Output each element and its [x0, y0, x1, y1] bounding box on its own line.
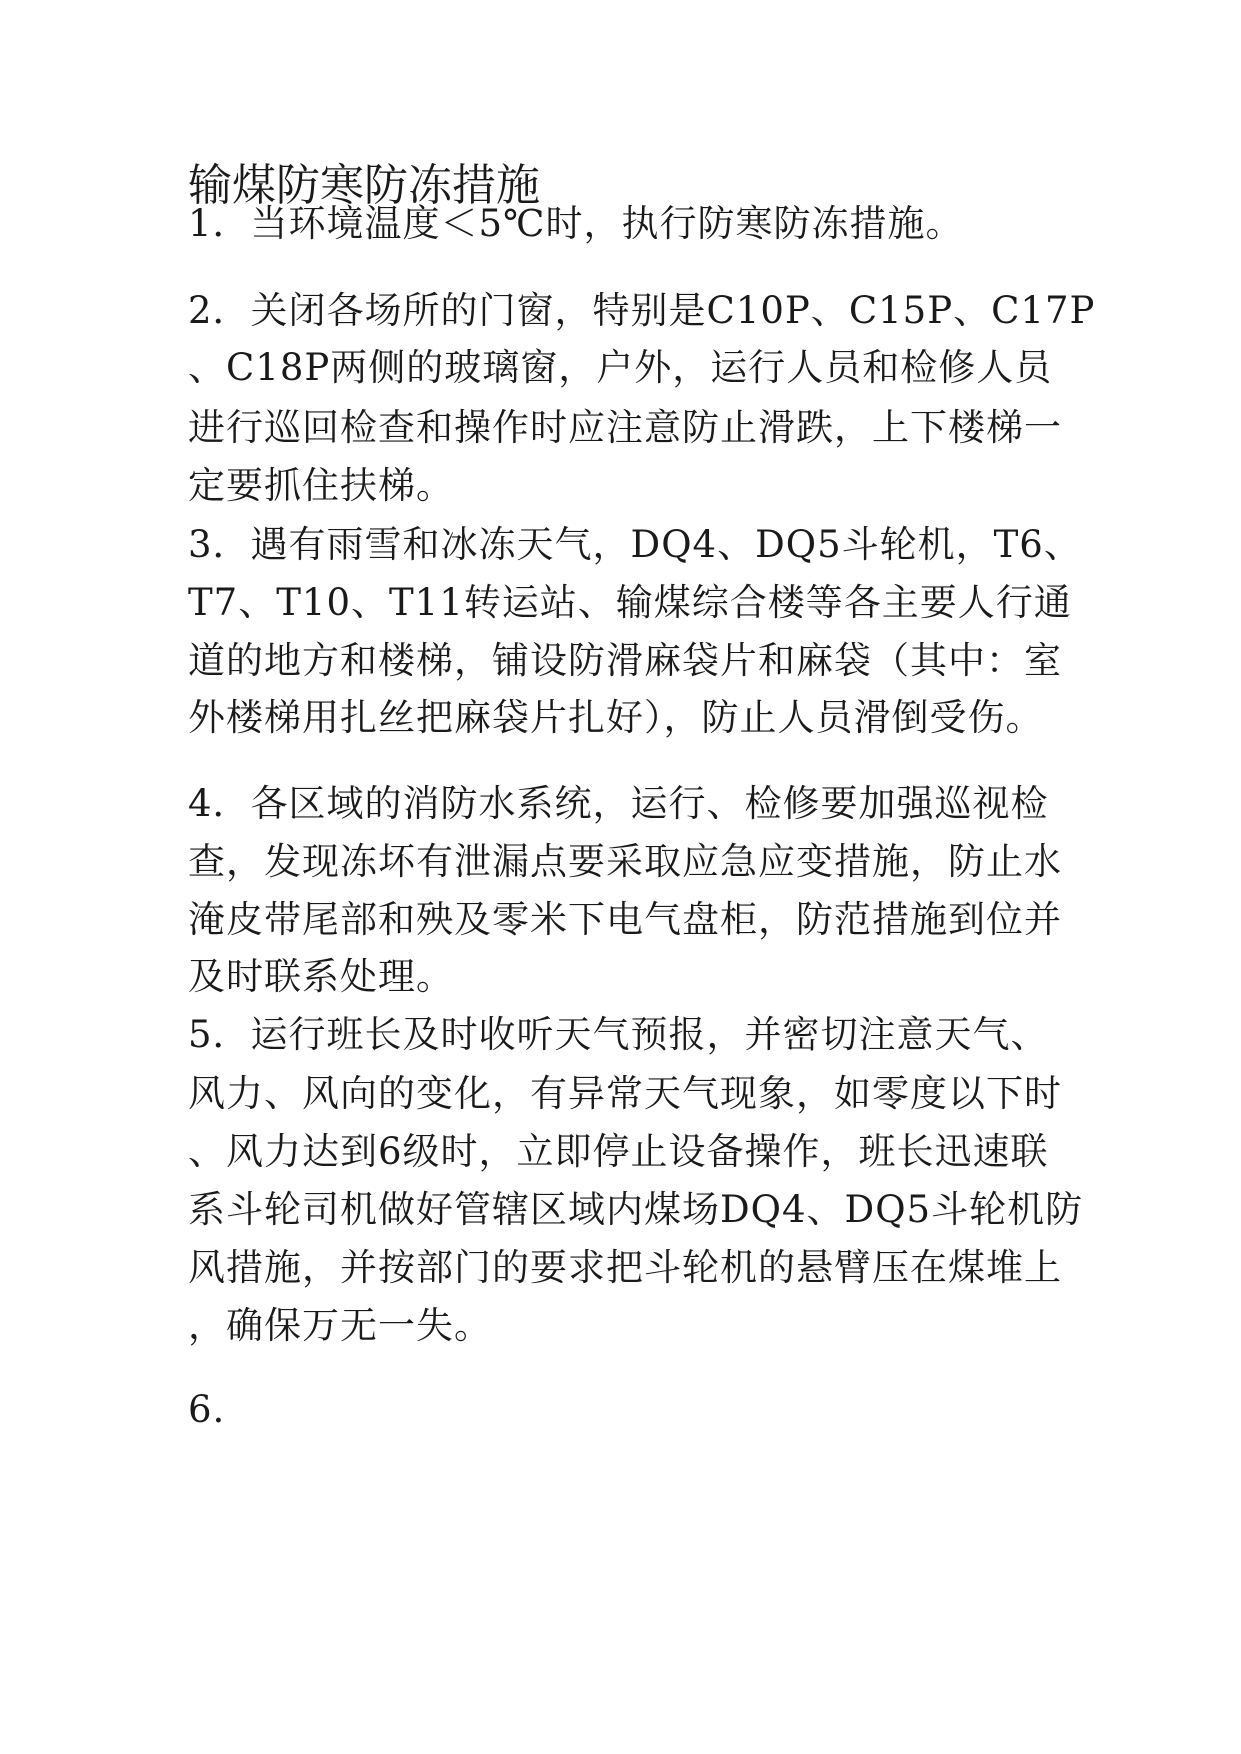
- text-line: 外楼梯用扎丝把麻袋片扎好），防止人员滑倒受伤。: [188, 696, 1044, 739]
- text-line: 查，发现冻坏有泄漏点要采取应急应变措施，防止水: [188, 840, 1062, 883]
- text-line: 道的地方和楼梯，铺设防滑麻袋片和麻袋（其中：室: [188, 639, 1062, 682]
- text-line: 6.: [188, 1388, 226, 1431]
- text-line: ，确保万无一失。: [188, 1304, 492, 1347]
- document-title: 输煤防寒防冻措施: [188, 160, 540, 211]
- text-line: 3．遇有雨雪和冰冻天气，DQ4、DQ5斗轮机，T6、: [188, 523, 1082, 566]
- text-line: 风力、风向的变化，有异常天气现象，如零度以下时: [188, 1072, 1062, 1115]
- text-line: 风措施，并按部门的要求把斗轮机的悬臂压在煤堆上: [188, 1246, 1062, 1289]
- text-line: 及时联系处理。: [188, 955, 454, 998]
- text-line: 、C18P两侧的玻璃窗，户外，运行人员和检修人员: [188, 346, 1053, 389]
- text-line: 1．当环境温度＜5℃时，执行防寒防冻措施。: [188, 202, 964, 245]
- text-line: T7、T10、T11转运站、输煤综合楼等各主要人行通: [188, 581, 1072, 624]
- text-line: 进行巡回检查和操作时应注意防止滑跌，上下楼梯一: [188, 406, 1062, 449]
- text-line: 定要抓住扶梯。: [188, 464, 454, 507]
- text-line: 4．各区域的消防水系统，运行、检修要加强巡视检: [188, 782, 1049, 825]
- text-line: 2．关闭各场所的门窗，特别是C10P、C15P、C17P: [188, 289, 1096, 332]
- text-line: 5．运行班长及时收听天气预报，并密切注意天气、: [188, 1013, 1049, 1056]
- text-line: 、风力达到6级时，立即停止设备操作，班长迅速联: [188, 1130, 1049, 1173]
- text-line: 系斗轮司机做好管辖区域内煤场DQ4、DQ5斗轮机防: [188, 1188, 1084, 1231]
- text-line: 淹皮带尾部和殃及零米下电气盘柜，防范措施到位并: [188, 898, 1062, 941]
